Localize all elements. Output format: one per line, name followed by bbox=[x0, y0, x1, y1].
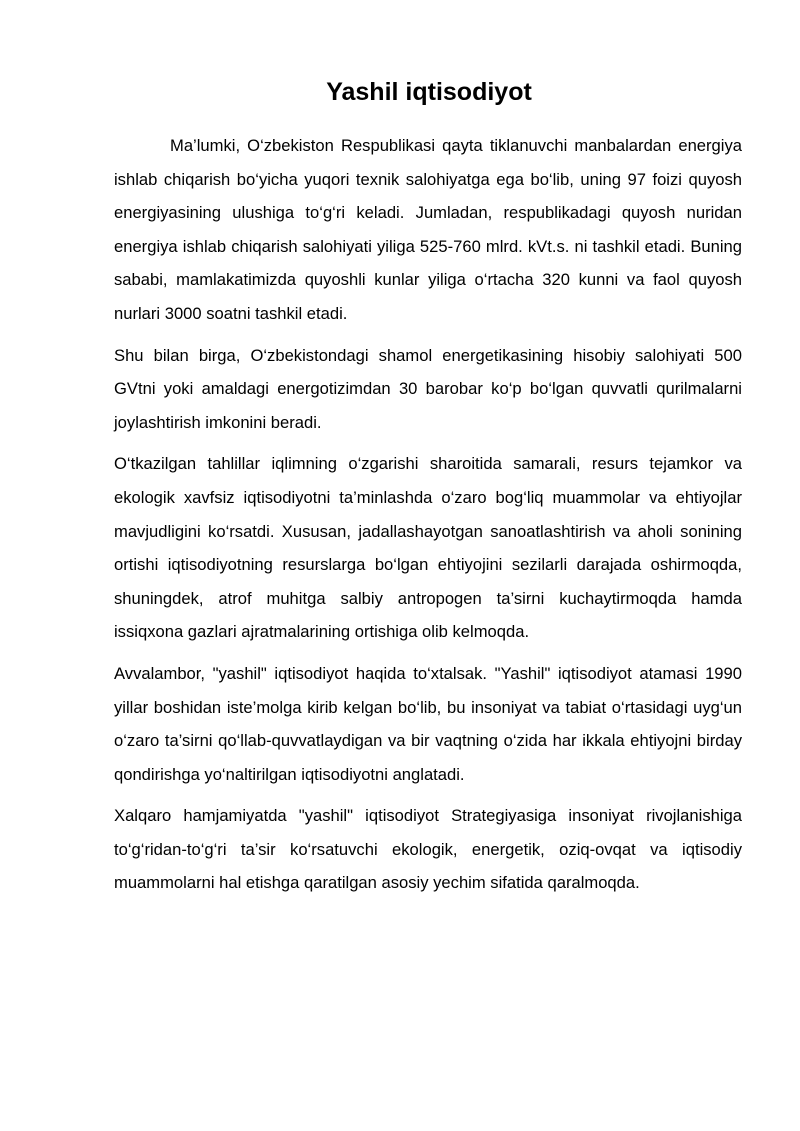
paragraph-climate-analysis: O‘tkazilgan tahlillar iqlimning o‘zgarishi sharoitida samarali, resurs tejamkor va ekologik xavfsiz iqtisodiyotni ta’minlashda o‘zaro bog‘liq muammolar va ehtiyojlar mavjudligini ko‘rsatdi. Xususan, jadallashayotgan sanoatlashtirish va aholi sonining ortishi iqtisodiyotning resurslarga bo‘lgan ehtiyojini sezilarli darajada oshirmoqda, shuningdek, atrof muhitga salbiy antropogen ta’sirni kuchaytirmoqda hamda issiqxona gazlari ajratmalarining ortishiga olib kelmoqda. bbox=[114, 454, 742, 642]
paragraph-green-economy-definition: Avvalambor, "yashil" iqtisodiyot haqida to‘xtalsak. "Yashil" iqtisodiyot atamasi 1990 yillar boshidan iste’molga kirib kelgan bo‘lib, bu insoniyat va tabiat o‘rtasidagi uyg‘un o‘zaro ta’sirni qo‘llab-quvvatlaydigan va bir vaqtning o‘zida har ikkala ehtiyojni birday qondirishga yo‘naltirilgan iqtisodiyotni anglatadi. bbox=[114, 663, 742, 784]
document-page bbox=[114, 74, 742, 908]
document-title: Yashil iqtisodiyot bbox=[326, 78, 532, 106]
paragraph-solar-potential: Ma’lumki, O‘zbekiston Respublikasi qayta tiklanuvchi manbalardan energiya ishlab chiqarish bo‘yicha yuqori texnik salohiyatga ega bo‘lib, uning 97 foizi quyosh energiyasining ulushiga to‘g‘ri keladi. Jumladan, respublikadagi quyosh nuridan energiya ishlab chiqarish salohiyati yiliga 525-760 mlrd. kVt.s. ni tashkil etadi. Buning sababi, mamlakatimizda quyoshli kunlar yiliga o‘rtacha 320 kunni va faol quyosh nurlari 3000 soatni tashkil etadi. bbox=[114, 136, 742, 323]
paragraph-wind-potential: Shu bilan birga, O‘zbekistondagi shamol energetikasining hisobiy salohiyati 500 GVtni yoki amaldagi energotizimdan 30 barobar ko‘p bo‘lgan quvvatli qurilmalarni joylashtirish imkonini beradi. bbox=[114, 345, 742, 432]
paragraph-international-strategy: Xalqaro hamjamiyatda "yashil" iqtisodiyot Strategiyasiga insoniyat rivojlanishiga to‘g‘ridan-to‘g‘ri ta’sir ko‘rsatuvchi ekologik, energetik, oziq-ovqat va iqtisodiy muammolarni hal etishga qaratilgan asosiy yechim sifatida qaralmoqda. bbox=[114, 806, 742, 893]
